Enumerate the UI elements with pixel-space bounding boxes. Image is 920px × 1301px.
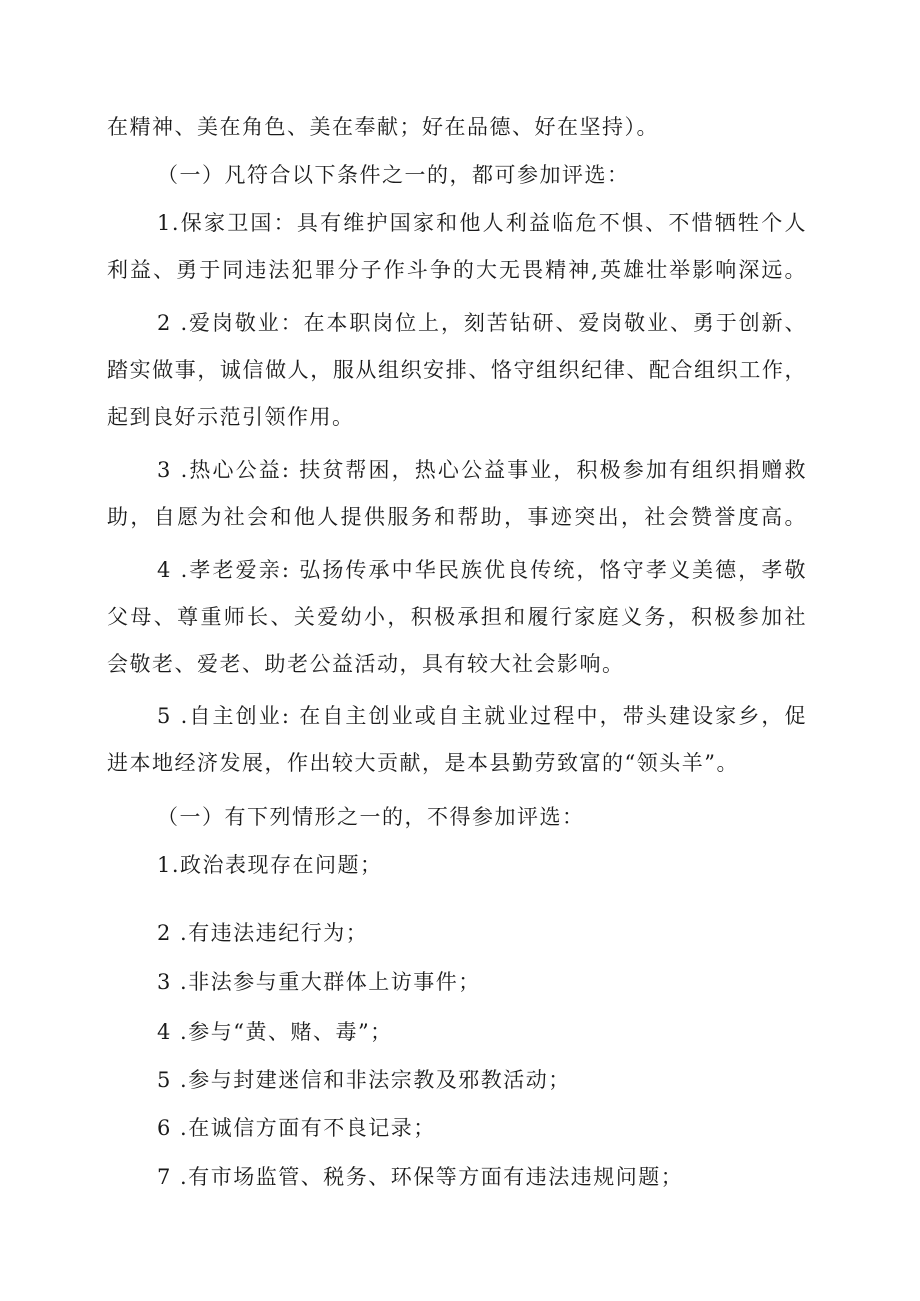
section-heading-exclusions: （一）有下列情形之一的，不得参加评选： — [157, 805, 585, 829]
criteria-1-line-1: 1.保家卫国：具有维护国家和他人利益临危不惧、不惜牺牲个人 — [157, 211, 807, 235]
criteria-3-line-1: 3 .热心公益: 扶贫帮困，热心公益事业，积极参加有组织捐赠救 — [157, 458, 807, 482]
criteria-3-line-2: 助，自愿为社会和他人提供服务和帮助，事迹突出，社会赞誉度高。 — [107, 505, 807, 529]
criteria-2-line-2: 踏实做事，诚信做人，服从组织安排、恪守组织纪律、配合组织工作， — [107, 358, 807, 382]
criteria-1-line-2: 利益、勇于同违法犯罪分子作斗争的大无畏精神,英雄壮举影响深远。 — [107, 258, 807, 282]
criteria-4-line-2: 父母、尊重师长、关爱幼小，积极承担和履行家庭义务，积极参加社 — [107, 605, 807, 629]
criteria-4-line-1: 4 .孝老爱亲: 弘扬传承中华民族优良传统，恪守孝义美德，孝敬 — [157, 558, 807, 582]
exclusion-5: 5 .参与封建迷信和非法宗教及邪教活动； — [157, 1068, 571, 1092]
exclusion-7: 7 .有市场监管、税务、环保等方面有违法违规问题； — [157, 1165, 684, 1189]
exclusion-4: 4 .参与“黄、赌、毒”； — [157, 1020, 393, 1044]
criteria-5-line-1: 5 .自主创业: 在自主创业或自主就业过程中，带头建设家乡，促 — [157, 704, 807, 728]
paragraph-continuation-line: 在精神、美在角色、美在奉献；好在品德、好在坚持）。 — [107, 115, 659, 139]
criteria-5-line-2: 进本地经济发展，作出较大贡献，是本县勤劳致富的“领头羊”。 — [107, 751, 739, 775]
section-heading-eligibility: （一）凡符合以下条件之一的，都可参加评选： — [157, 163, 630, 187]
exclusion-1: 1.政治表现存在问题； — [157, 853, 383, 877]
exclusion-3: 3 .非法参与重大群体上访事件； — [157, 970, 481, 994]
criteria-2-line-3: 起到良好示范引领作用。 — [107, 405, 355, 429]
criteria-4-line-3: 会敬老、爱老、助老公益活动，具有较大社会影响。 — [107, 652, 625, 676]
exclusion-2: 2 .有违法违纪行为； — [157, 921, 369, 945]
criteria-2-line-1: 2 .爱岗敬业：在本职岗位上，刻苦钻研、爱岗敬业、勇于创新、 — [157, 311, 807, 335]
exclusion-6: 6 .在诚信方面有不良记录； — [157, 1116, 436, 1140]
